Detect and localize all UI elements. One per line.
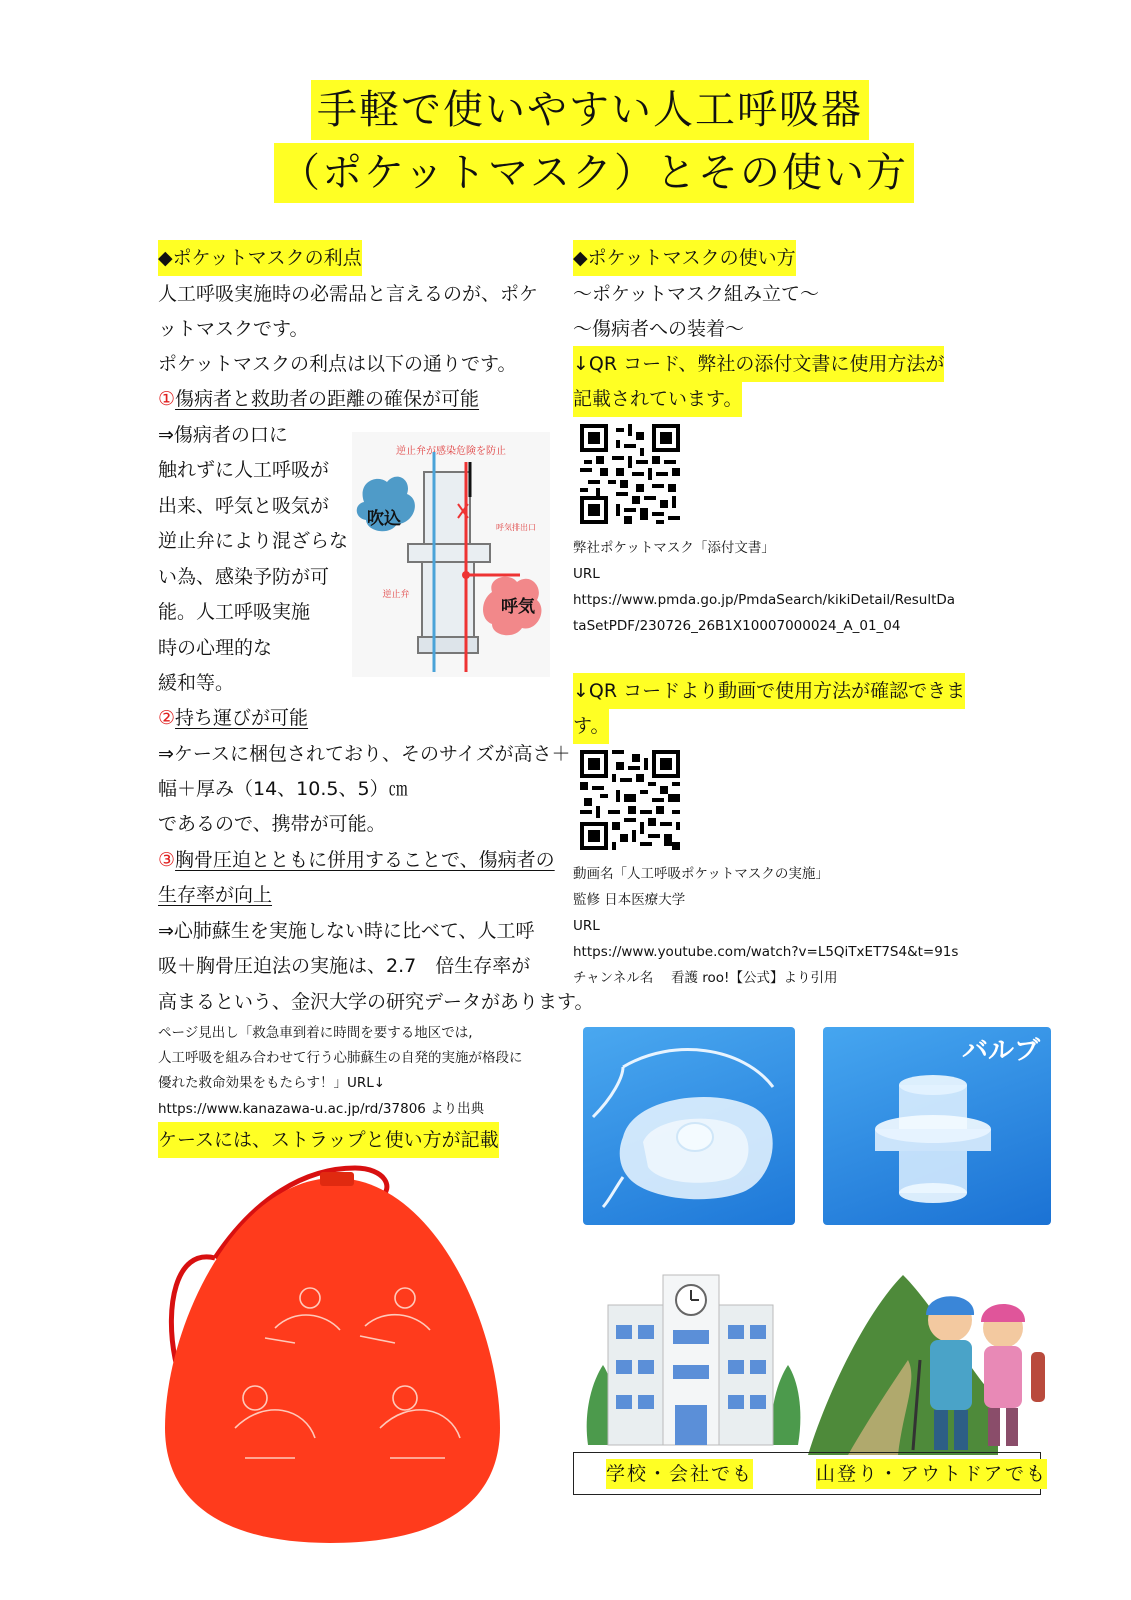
- source-url: https://www.kanazawa-u.ac.jp/rd/37806 より出典: [158, 1101, 485, 1117]
- qr-code-video[interactable]: [580, 750, 680, 850]
- qr2-note-cont: す。: [573, 708, 609, 744]
- title-line-1: 手軽で使いやすい人工呼吸器: [311, 80, 869, 140]
- point-1-text: 傷病者と救助者の距離の確保が可能: [175, 388, 480, 410]
- qr2-caption-line: URL: [573, 918, 600, 934]
- intro-line-1: 人工呼吸実施時の必需品と言えるのが、ポケ: [158, 283, 539, 305]
- source-line: 優れた救命効果をもたらす！」URL↓: [158, 1075, 386, 1091]
- qr2-note: ↓QR コードより動画で使用方法が確認できま: [573, 673, 965, 709]
- point-1-line: い為、感染予防が可: [158, 566, 330, 588]
- source-line: ページ見出し「救急車到着に時間を要する地区では,: [158, 1025, 473, 1041]
- point-3-title: [158, 842, 555, 878]
- school-building-illustration: [578, 1270, 808, 1450]
- point-3-line: 高まるという、金沢大学の研究データがあります。: [158, 991, 594, 1013]
- mask-photo: [583, 1027, 795, 1225]
- source-line: 人工呼吸を組み合わせて行う心肺蘇生の自発的実施が格段に: [158, 1050, 523, 1066]
- point-2-number: ②: [158, 707, 176, 729]
- point-3-title-cont: 生存率が向上: [158, 884, 273, 906]
- case-caption: ケースには、ストラップと使い方が記載: [158, 1122, 499, 1158]
- qr1-note: ↓QR コード、弊社の添付文書に使用方法が: [573, 346, 944, 382]
- qr2-caption-line: 動画名「人工呼吸ポケットマスクの実施」: [573, 866, 829, 882]
- pocket-mask-case-image: [155, 1158, 515, 1553]
- diagram-blow-in-label: 吹込: [367, 509, 401, 529]
- intro-line-3: ポケットマスクの利点は以下の通りです。: [158, 353, 517, 375]
- qr1-caption-line: URL: [573, 566, 600, 582]
- diagram-exhale-port-label: 呼気排出口: [496, 523, 536, 532]
- title-line-2: （ポケットマスク）とその使い方: [274, 143, 914, 203]
- point-1-line: 緩和等。: [158, 672, 235, 694]
- point-3-line: 吸＋胸骨圧迫法の実施は、2.7 倍生存率が: [158, 955, 531, 977]
- scene-label-box: [573, 1452, 1048, 1495]
- qr1-url-cont[interactable]: taSetPDF/230726_26B1X10007000024_A_01_04: [573, 618, 901, 634]
- qr-code-document[interactable]: [580, 424, 680, 524]
- usage-sub-assembly: ～ポケットマスク組み立て～: [573, 283, 820, 305]
- point-1-number: ①: [158, 388, 176, 410]
- point-2-line: ⇒ケースに梱包されており、そのサイズが高さ＋: [158, 743, 571, 765]
- usage-sub-fitting: ～傷病者への装着～: [573, 318, 745, 340]
- diagram-title: 逆止弁が感染危険を防止: [396, 446, 506, 457]
- qr2-url[interactable]: https://www.youtube.com/watch?v=L5QiTxET7S4&t=91s: [573, 944, 959, 960]
- point-1-title: [158, 381, 479, 417]
- point-1-line: 出来、呼気と吸気が: [158, 495, 330, 517]
- point-1-line: ⇒傷病者の口に: [158, 424, 288, 446]
- scene-school-label: 学校・会社でも: [606, 1459, 753, 1489]
- qr2-caption-line: チャンネル名 看護 roo!【公式】より引用: [573, 970, 838, 986]
- scene-outdoor-label: 山登り・アウトドアでも: [816, 1459, 1047, 1489]
- point-1-line: 触れずに人工呼吸が: [158, 459, 330, 481]
- point-1-line: 逆止弁により混ざらな: [158, 530, 349, 552]
- valve-label: バルブ: [961, 1036, 1041, 1066]
- point-3-line: ⇒心肺蘇生を実施しない時に比べて、人工呼: [158, 920, 535, 942]
- qr1-note-cont: 記載されています。: [573, 381, 742, 417]
- diagram-exhale-label: 呼気: [501, 597, 535, 617]
- diagram-check-valve-label: 逆止弁: [382, 590, 410, 600]
- intro-line-2: ットマスクです。: [158, 318, 309, 340]
- mountain-hikers-illustration: [808, 1270, 1048, 1455]
- point-1-line: 時の心理的な: [158, 637, 273, 659]
- usage-heading: ◆ポケットマスクの使い方: [573, 240, 796, 276]
- advantages-heading: ◆ポケットマスクの利点: [158, 240, 362, 276]
- valve-photo: [823, 1027, 1051, 1225]
- qr2-caption-line: 監修 日本医療大学: [573, 892, 686, 908]
- point-1-line: 能。人工呼吸実施: [158, 601, 311, 623]
- point-2-title: [158, 700, 308, 736]
- point-2-line: 幅＋厚み（14、10.5、5）㎝: [158, 778, 408, 800]
- qr1-url[interactable]: https://www.pmda.go.jp/PmdaSearch/kikiDetail/ResultDa: [573, 592, 956, 608]
- point-2-line: であるので、携帯が可能。: [158, 813, 386, 835]
- point-2-text: 持ち運びが可能: [175, 707, 309, 729]
- valve-diagram: [352, 432, 550, 677]
- point-3-number: ③: [158, 849, 176, 871]
- qr1-caption-line: 弊社ポケットマスク「添付文書」: [573, 540, 775, 556]
- point-3-text: 胸骨圧迫とともに併用することで、傷病者の: [175, 849, 555, 871]
